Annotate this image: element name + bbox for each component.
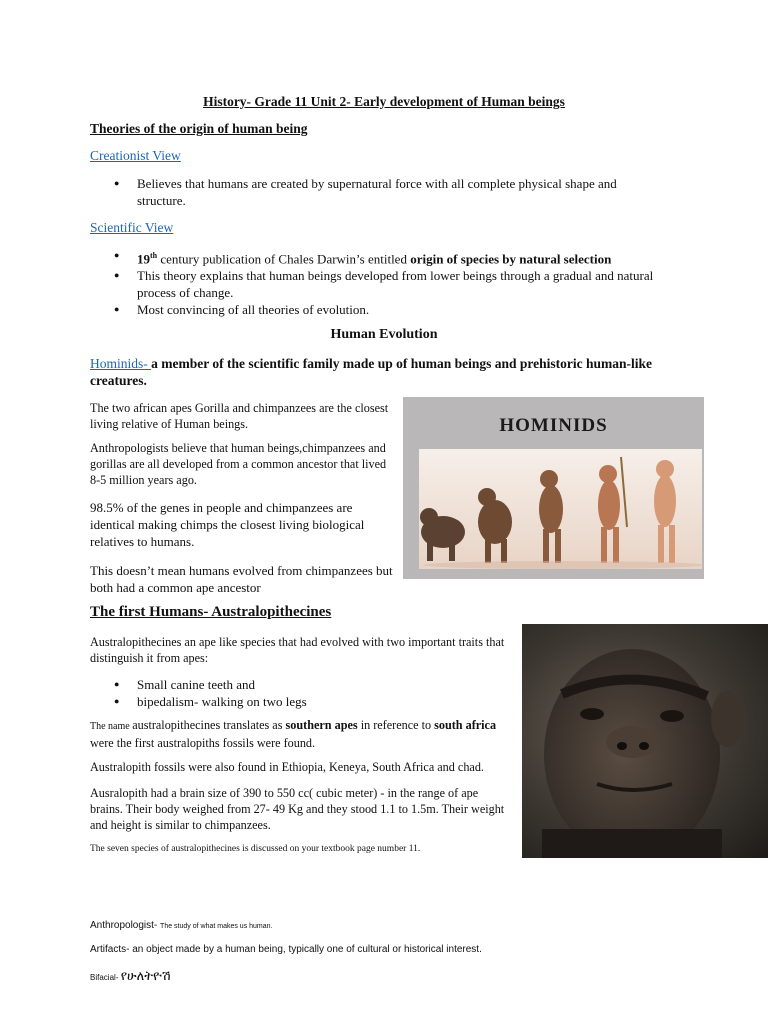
australopithecines-paragraph-1: Australopithecines an ape like species that had evolved with two important traits that distinguish it from apes:	[90, 635, 505, 665]
southern-apes: southern apes	[285, 718, 358, 732]
list-item: ● Most convincing of all theories of evolution.	[92, 301, 662, 318]
creationist-view-link[interactable]: Creationist View	[90, 148, 181, 163]
name-text-c: in reference to	[357, 718, 435, 732]
scientific-bullets	[92, 247, 662, 318]
list-item: ● Believes that humans are created by supernatural force with all complete physical shape and structure.	[92, 175, 662, 209]
australopithecines-paragraph-2	[90, 717, 500, 751]
human-evolution-heading: Human Evolution	[330, 327, 438, 342]
name-text-a: australopithecines translates as	[132, 718, 286, 732]
hominids-definition	[90, 355, 680, 389]
hominids-image-label: HOMINIDS	[499, 415, 608, 436]
scientific-view-link[interactable]: Scientific View	[90, 220, 174, 235]
glossary-term: Bifacial-	[90, 973, 121, 982]
darwin-text: century publication of Chales Darwin’s entitled	[157, 251, 411, 267]
hominids-definition-text: a member of the scientific family made up of human beings and prehistoric human-like creatures.	[90, 356, 653, 388]
name-text-d: were the first australopiths fossils were found.	[90, 736, 316, 750]
first-humans-heading: The first Humans- Australopithecines	[90, 604, 332, 620]
glossary-definition: የሁለትዮሽ	[120, 968, 171, 983]
traits-bullets	[92, 676, 472, 710]
ape-face-icon	[522, 624, 768, 858]
glossary-term: Anthropologist-	[90, 920, 161, 931]
australopithecine-face-image	[522, 624, 768, 858]
glossary-anthropologist	[90, 920, 273, 931]
australopithecines-paragraph-4: Ausralopith had a brain size of 390 to 550 cc( cubic meter) - in the range of ape brains. Their body weighed from 27- 49 Kg and they stood 1.1 to 1.5m. Their weight and height is similar to chimpanzees.	[90, 786, 505, 832]
glossary-artifacts: Artifacts- an object made by a human being, typically one of cultural or historical interest.	[90, 944, 482, 955]
list-item: ● This theory explains that human beings developed from lower beings through a gradual and natural process of change.	[92, 267, 662, 301]
hominids-link[interactable]: Hominids-	[90, 356, 152, 371]
list-item: ● bipedalism- walking on two legs	[92, 693, 472, 710]
page-title: History- Grade 11 Unit 2- Early development of Human beings	[203, 94, 565, 109]
list-item: ● Small canine teeth and	[92, 676, 472, 693]
century-suffix: th	[150, 251, 158, 260]
darwin-book-title: origin of species by natural selection	[410, 251, 612, 267]
century-number: 19	[137, 251, 150, 267]
evolution-figures-icon	[403, 397, 704, 579]
hominids-paragraph-1: The two african apes Gorilla and chimpanzees are the closest living relative of Human beings.	[90, 401, 389, 431]
hominids-evolution-image	[403, 397, 704, 579]
creationist-bullets	[92, 175, 662, 209]
hominids-paragraph-2: Anthropologists believe that human beings,chimpanzees and gorillas are all developed from a common ancestor that lived 8-5 million years ago.	[90, 441, 387, 487]
south-africa: south africa	[434, 718, 497, 732]
list-item	[92, 247, 662, 267]
glossary-definition: The study of what makes us human.	[160, 923, 273, 930]
theories-heading: Theories of the origin of human being	[90, 121, 308, 136]
hominids-paragraph-3: 98.5% of the genes in people and chimpanzees are identical making chimps the closest living biological relatives to humans.	[90, 500, 365, 549]
name-prefix: The name	[90, 721, 133, 732]
australopithecines-paragraph-5: The seven species of australopithecines is discussed on your textbook page number 11.	[90, 844, 421, 854]
australopithecines-paragraph-3: Australopith fossils were also found in Ethiopia, Keneya, South Africa and chad.	[90, 760, 484, 774]
glossary-bifacial	[90, 968, 171, 984]
hominids-paragraph-4: This doesn’t mean humans evolved from chimpanzees but both had a common ape ancestor	[90, 563, 393, 595]
